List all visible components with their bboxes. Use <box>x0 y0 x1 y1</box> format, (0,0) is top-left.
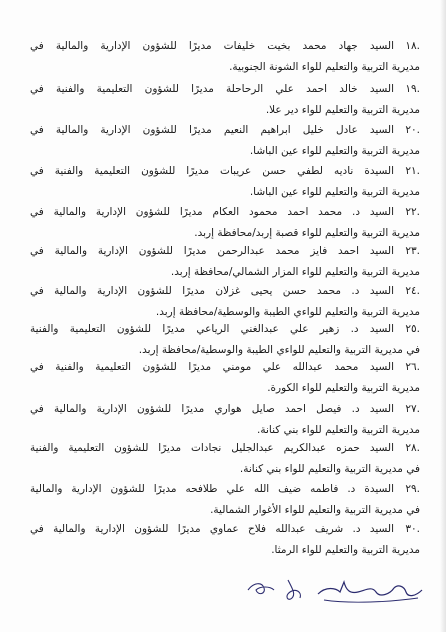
entry-text: السيد د. زهير علي عبدالغني الرياعي مديرًا للشؤون التعليمية والفنية <box>30 323 394 335</box>
entry-number: .٢٩ <box>405 483 420 495</box>
list-item <box>30 165 420 199</box>
entry-number: .١٨ <box>405 40 420 52</box>
entry-line-2: مديرية التربية والتعليم للواء عين الباشا. <box>249 186 420 198</box>
entry-line-1 <box>30 323 420 336</box>
entry-text: السيد حمزه عبدالكريم عبدالجليل نجادات مديرًا للشؤون التعليمية والفنية <box>30 442 394 454</box>
entry-number: .٢٨ <box>405 442 420 454</box>
entry-text: السيد د. محمد حسن يحيى غزلان مديرًا للشؤون الإدارية والمالية في <box>30 285 394 297</box>
list-item <box>30 83 420 117</box>
entry-line-2: مديرية التربية والتعليم للواء الشونة الجنوبية. <box>229 61 420 73</box>
entry-line-2: مديرية التربية والتعليم للواء دير علا. <box>265 104 420 116</box>
list-item <box>30 361 420 395</box>
entry-text: السيد جهاد محمد بخيت خليفات مديرًا للشؤون الإدارية والمالية في <box>30 40 394 52</box>
entry-line-1 <box>30 403 420 416</box>
entry-line-1 <box>30 40 420 53</box>
list-item <box>30 285 420 319</box>
entry-line-1 <box>30 523 420 536</box>
entry-number: .٢١ <box>405 165 420 177</box>
signature-mark-middle <box>287 580 300 599</box>
entry-number: .٢٣ <box>405 245 420 257</box>
entry-line-1 <box>30 124 420 137</box>
entry-line-2: في مديرية التربية والتعليم للواء بني كنانة. <box>239 463 420 475</box>
entry-line-1 <box>30 83 420 96</box>
entry-text: السيد احمد فايز محمد عبدالرحمن مديرًا للشؤون الإدارية والمالية في <box>30 245 394 257</box>
entry-number: .١٩ <box>405 83 420 95</box>
entry-line-2: في مديرية التربية والتعليم للواء الأغوار الشمالية. <box>210 504 420 516</box>
entry-text: السيدة د. فاطمه ضيف الله علي طلافحه مديرًا للشؤون الإدارية والمالية <box>30 483 394 495</box>
entry-line-2: مديرية التربية والتعليم للواء بني كنانة. <box>257 424 420 436</box>
list-item <box>30 323 420 357</box>
entry-text: السيد د. شريف عبدالله فلاح عماوي مديرًا للشؤون الإدارية والمالية في <box>30 523 394 535</box>
entry-line-1 <box>30 285 420 298</box>
entry-line-2: مديرية التربية والتعليم للواء المزار الشمالي/محافظة إربد. <box>170 266 420 278</box>
list-item <box>30 442 420 476</box>
list-item <box>30 403 420 437</box>
entry-line-2: مديرية التربية والتعليم للواء الكورة. <box>267 382 420 394</box>
entry-line-2: مديرية التربية والتعليم للواء قصبة إربد/محافظة إربد. <box>194 227 420 239</box>
entry-line-2: مديرية التربية والتعليم للواء عين الباشا. <box>249 145 420 157</box>
entry-line-1 <box>30 361 420 374</box>
entry-number: .٢٥ <box>405 323 420 335</box>
entry-number: .٢٢ <box>405 206 420 218</box>
entry-number: .٢٠ <box>405 124 420 136</box>
entry-text: السيد د. فيصل احمد صايل هواري مديرًا للشؤون الإدارية والمالية في <box>30 403 394 415</box>
entry-number: .٢٦ <box>405 361 420 373</box>
entry-line-2: في مديرية التربية والتعليم للواءي الطيبة والوسطية/محافظة إربد. <box>138 344 420 356</box>
entry-line-1 <box>30 483 420 496</box>
list-item <box>30 523 420 557</box>
entry-number: .٢٤ <box>405 285 420 297</box>
signature-mark-left <box>248 584 274 594</box>
entry-line-1 <box>30 442 420 455</box>
entry-line-1 <box>30 245 420 258</box>
entry-line-2: مديرية التربية والتعليم للواءي الطيبة والوسطية/محافظة إربد. <box>155 306 420 318</box>
entry-number: .٢٧ <box>405 403 420 415</box>
entry-number: .٣٠ <box>405 523 420 535</box>
signature-underline <box>324 598 418 602</box>
entry-text: السيد محمد عبدالله علي مومني مديرًا للشؤون التعليمية والفنية في <box>30 361 394 373</box>
list-item <box>30 206 420 240</box>
entry-text: السيد خالد احمد علي الرحاحلة مديرًا للشؤون التعليمية والفنية في <box>30 83 394 95</box>
list-item <box>30 40 420 74</box>
list-item <box>30 245 420 279</box>
signature-mark-main <box>318 582 422 596</box>
entry-line-1 <box>30 165 420 178</box>
entry-text: السيد عادل خليل ابراهيم النعيم مديرًا للشؤون الإدارية والمالية في <box>30 124 394 136</box>
entry-line-2: مديرية التربية والتعليم للواء الرمثا. <box>271 544 420 556</box>
entry-line-1 <box>30 206 420 219</box>
list-item <box>30 124 420 158</box>
entry-text: السيدة ناديه لطفي حسن عريبات مديرًا للشؤون التعليمية والفنية في <box>30 165 394 177</box>
entry-text: السيد د. محمد احمد محمود العكام مديرًا للشؤون الإدارية والمالية في <box>30 206 394 218</box>
list-item <box>30 483 420 517</box>
handwritten-signatures <box>240 568 430 608</box>
